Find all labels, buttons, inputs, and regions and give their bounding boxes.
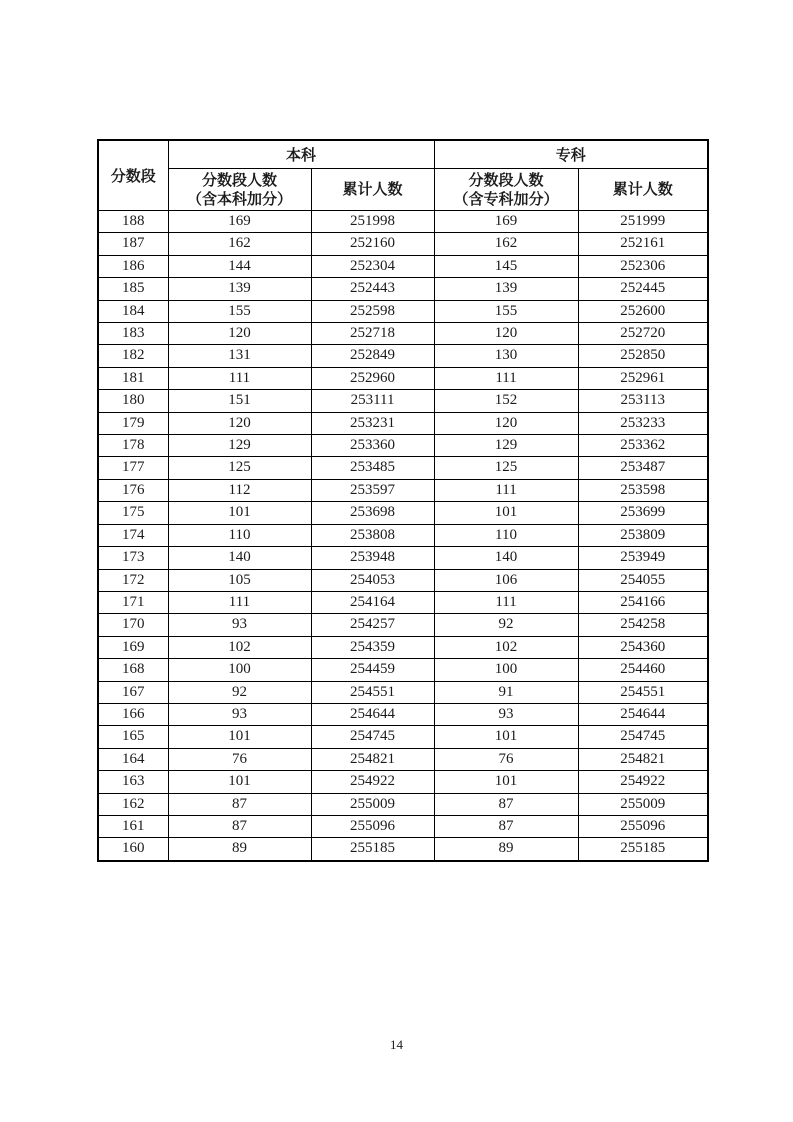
table-cell: 140: [434, 547, 578, 569]
table-cell: 253808: [311, 524, 434, 546]
table-cell: 254359: [311, 636, 434, 658]
table-cell: 92: [434, 614, 578, 636]
table-cell: 188: [98, 211, 168, 233]
table-cell: 111: [434, 367, 578, 389]
table-cell: 252306: [578, 255, 708, 277]
table-cell: 125: [168, 457, 311, 479]
table-cell: 253113: [578, 390, 708, 412]
header-college-group: 专科: [434, 140, 708, 169]
table-cell: 185: [98, 278, 168, 300]
table-row: [98, 748, 708, 770]
table-cell: 254258: [578, 614, 708, 636]
table-cell: 176: [98, 479, 168, 501]
table-row: [98, 838, 708, 861]
table-cell: 171: [98, 591, 168, 613]
table-cell: 139: [434, 278, 578, 300]
table-cell: 89: [434, 838, 578, 861]
table-cell: 254745: [311, 726, 434, 748]
table-cell: 254922: [578, 771, 708, 793]
table-cell: 175: [98, 502, 168, 524]
table-cell: 252720: [578, 323, 708, 345]
table-cell: 252160: [311, 233, 434, 255]
table-row: [98, 547, 708, 569]
table-cell: 181: [98, 367, 168, 389]
table-cell: 111: [434, 591, 578, 613]
table-cell: 253487: [578, 457, 708, 479]
table-cell: 120: [434, 412, 578, 434]
table-cell: 183: [98, 323, 168, 345]
table-body: [98, 211, 708, 861]
table-cell: 179: [98, 412, 168, 434]
table-cell: 164: [98, 748, 168, 770]
table-cell: 160: [98, 838, 168, 861]
table-cell: 182: [98, 345, 168, 367]
table-row: [98, 278, 708, 300]
table-cell: 87: [168, 815, 311, 837]
table-cell: 252443: [311, 278, 434, 300]
table-cell: 110: [168, 524, 311, 546]
table-cell: 151: [168, 390, 311, 412]
table-cell: 101: [168, 771, 311, 793]
table-cell: 169: [434, 211, 578, 233]
table-row: [98, 345, 708, 367]
header-college-cumulative: 累计人数: [578, 169, 708, 211]
table-row: [98, 367, 708, 389]
table-cell: 100: [434, 659, 578, 681]
header-college-count-line1: 分数段人数: [468, 171, 544, 189]
table-cell: 152: [434, 390, 578, 412]
table-cell: 254821: [311, 748, 434, 770]
table-cell: 253597: [311, 479, 434, 501]
table-cell: 91: [434, 681, 578, 703]
table-cell: 252850: [578, 345, 708, 367]
header-sub-row: [98, 169, 708, 211]
table-cell: 139: [168, 278, 311, 300]
table-row: [98, 323, 708, 345]
table-cell: 172: [98, 569, 168, 591]
table-cell: 180: [98, 390, 168, 412]
table-cell: 186: [98, 255, 168, 277]
table-cell: 254922: [311, 771, 434, 793]
table-cell: 112: [168, 479, 311, 501]
header-undergrad-count: [168, 169, 311, 211]
table-cell: 161: [98, 815, 168, 837]
table-cell: 101: [434, 771, 578, 793]
table-row: [98, 524, 708, 546]
table-cell: 102: [168, 636, 311, 658]
table-row: [98, 815, 708, 837]
table-cell: 252849: [311, 345, 434, 367]
table-cell: 252445: [578, 278, 708, 300]
table-cell: 145: [434, 255, 578, 277]
table-row: [98, 255, 708, 277]
table-cell: 169: [168, 211, 311, 233]
table-cell: 101: [168, 502, 311, 524]
table-cell: 251998: [311, 211, 434, 233]
table-cell: 253948: [311, 547, 434, 569]
table-cell: 254745: [578, 726, 708, 748]
table-cell: 255185: [578, 838, 708, 861]
table-row: [98, 211, 708, 233]
table-cell: 93: [168, 703, 311, 725]
table-row: [98, 793, 708, 815]
table-row: [98, 659, 708, 681]
table-cell: 106: [434, 569, 578, 591]
table-cell: 162: [434, 233, 578, 255]
table-cell: 163: [98, 771, 168, 793]
table-cell: 87: [168, 793, 311, 815]
page-number: 14: [390, 1037, 403, 1052]
table-cell: 253231: [311, 412, 434, 434]
table-cell: 253233: [578, 412, 708, 434]
table-cell: 178: [98, 435, 168, 457]
table-row: [98, 614, 708, 636]
table-row: [98, 457, 708, 479]
table-cell: 253598: [578, 479, 708, 501]
table-cell: 129: [434, 435, 578, 457]
table-cell: 168: [98, 659, 168, 681]
table-row: [98, 703, 708, 725]
table-cell: 254459: [311, 659, 434, 681]
table-cell: 101: [434, 726, 578, 748]
table-cell: 155: [168, 300, 311, 322]
table-cell: 131: [168, 345, 311, 367]
table-cell: 254551: [578, 681, 708, 703]
table-cell: 252161: [578, 233, 708, 255]
table-cell: 187: [98, 233, 168, 255]
table-row: [98, 726, 708, 748]
table-cell: 254164: [311, 591, 434, 613]
header-undergrad-cumulative: 累计人数: [311, 169, 434, 211]
table-row: [98, 681, 708, 703]
table-row: [98, 390, 708, 412]
table-cell: 87: [434, 815, 578, 837]
table-cell: 254644: [311, 703, 434, 725]
table-row: [98, 502, 708, 524]
table-cell: 120: [434, 323, 578, 345]
header-undergrad-count-line2: （含本科加分）: [186, 190, 292, 208]
table-cell: 254551: [311, 681, 434, 703]
table-cell: 252961: [578, 367, 708, 389]
table-cell: 254360: [578, 636, 708, 658]
table-row: [98, 412, 708, 434]
table-cell: 110: [434, 524, 578, 546]
table-cell: 93: [168, 614, 311, 636]
table-cell: 144: [168, 255, 311, 277]
header-undergrad-group: 本科: [168, 140, 434, 169]
table-cell: 130: [434, 345, 578, 367]
table-cell: 120: [168, 323, 311, 345]
table-cell: 254821: [578, 748, 708, 770]
table-cell: 255009: [311, 793, 434, 815]
table-cell: 177: [98, 457, 168, 479]
table-cell: 120: [168, 412, 311, 434]
table-header: [98, 140, 708, 211]
table-cell: 253111: [311, 390, 434, 412]
table-cell: 111: [168, 367, 311, 389]
table-cell: 100: [168, 659, 311, 681]
table-row: [98, 591, 708, 613]
header-score-segment: 分数段: [98, 140, 168, 211]
table-cell: 255185: [311, 838, 434, 861]
table-cell: 162: [98, 793, 168, 815]
table-cell: 254257: [311, 614, 434, 636]
table-cell: 252718: [311, 323, 434, 345]
table-cell: 253698: [311, 502, 434, 524]
table-cell: 253949: [578, 547, 708, 569]
table-cell: 102: [434, 636, 578, 658]
table-cell: 93: [434, 703, 578, 725]
table-cell: 253809: [578, 524, 708, 546]
table-cell: 105: [168, 569, 311, 591]
table-row: [98, 479, 708, 501]
table-cell: 253699: [578, 502, 708, 524]
table-cell: 76: [434, 748, 578, 770]
table-cell: 166: [98, 703, 168, 725]
table-cell: 92: [168, 681, 311, 703]
table-cell: 184: [98, 300, 168, 322]
table-cell: 170: [98, 614, 168, 636]
table-cell: 101: [434, 502, 578, 524]
table-cell: 254053: [311, 569, 434, 591]
table-cell: 255096: [578, 815, 708, 837]
table-cell: 254644: [578, 703, 708, 725]
table-cell: 252598: [311, 300, 434, 322]
table-row: [98, 300, 708, 322]
table-cell: 255009: [578, 793, 708, 815]
table-cell: 167: [98, 681, 168, 703]
table-row: [98, 233, 708, 255]
table-cell: 87: [434, 793, 578, 815]
table-cell: 165: [98, 726, 168, 748]
table-cell: 254166: [578, 591, 708, 613]
table-cell: 174: [98, 524, 168, 546]
table-cell: 254460: [578, 659, 708, 681]
table-cell: 252600: [578, 300, 708, 322]
table-cell: 255096: [311, 815, 434, 837]
table-row: [98, 636, 708, 658]
table-cell: 129: [168, 435, 311, 457]
table-cell: 253485: [311, 457, 434, 479]
header-group-row: [98, 140, 708, 169]
table-cell: 125: [434, 457, 578, 479]
table-cell: 173: [98, 547, 168, 569]
table-cell: 251999: [578, 211, 708, 233]
table-cell: 252960: [311, 367, 434, 389]
table-cell: 253360: [311, 435, 434, 457]
score-distribution-table: [97, 139, 709, 862]
table-row: [98, 435, 708, 457]
table-cell: 254055: [578, 569, 708, 591]
table-cell: 155: [434, 300, 578, 322]
table-row: [98, 771, 708, 793]
header-college-count-line2: （含专科加分）: [453, 190, 559, 208]
table-cell: 101: [168, 726, 311, 748]
table-cell: 89: [168, 838, 311, 861]
table-cell: 111: [168, 591, 311, 613]
header-undergrad-count-line1: 分数段人数: [201, 171, 277, 189]
table-cell: 169: [98, 636, 168, 658]
table-cell: 140: [168, 547, 311, 569]
table-cell: 253362: [578, 435, 708, 457]
table-cell: 162: [168, 233, 311, 255]
header-college-count: [434, 169, 578, 211]
table-cell: 252304: [311, 255, 434, 277]
table-row: [98, 569, 708, 591]
table-cell: 76: [168, 748, 311, 770]
table-cell: 111: [434, 479, 578, 501]
